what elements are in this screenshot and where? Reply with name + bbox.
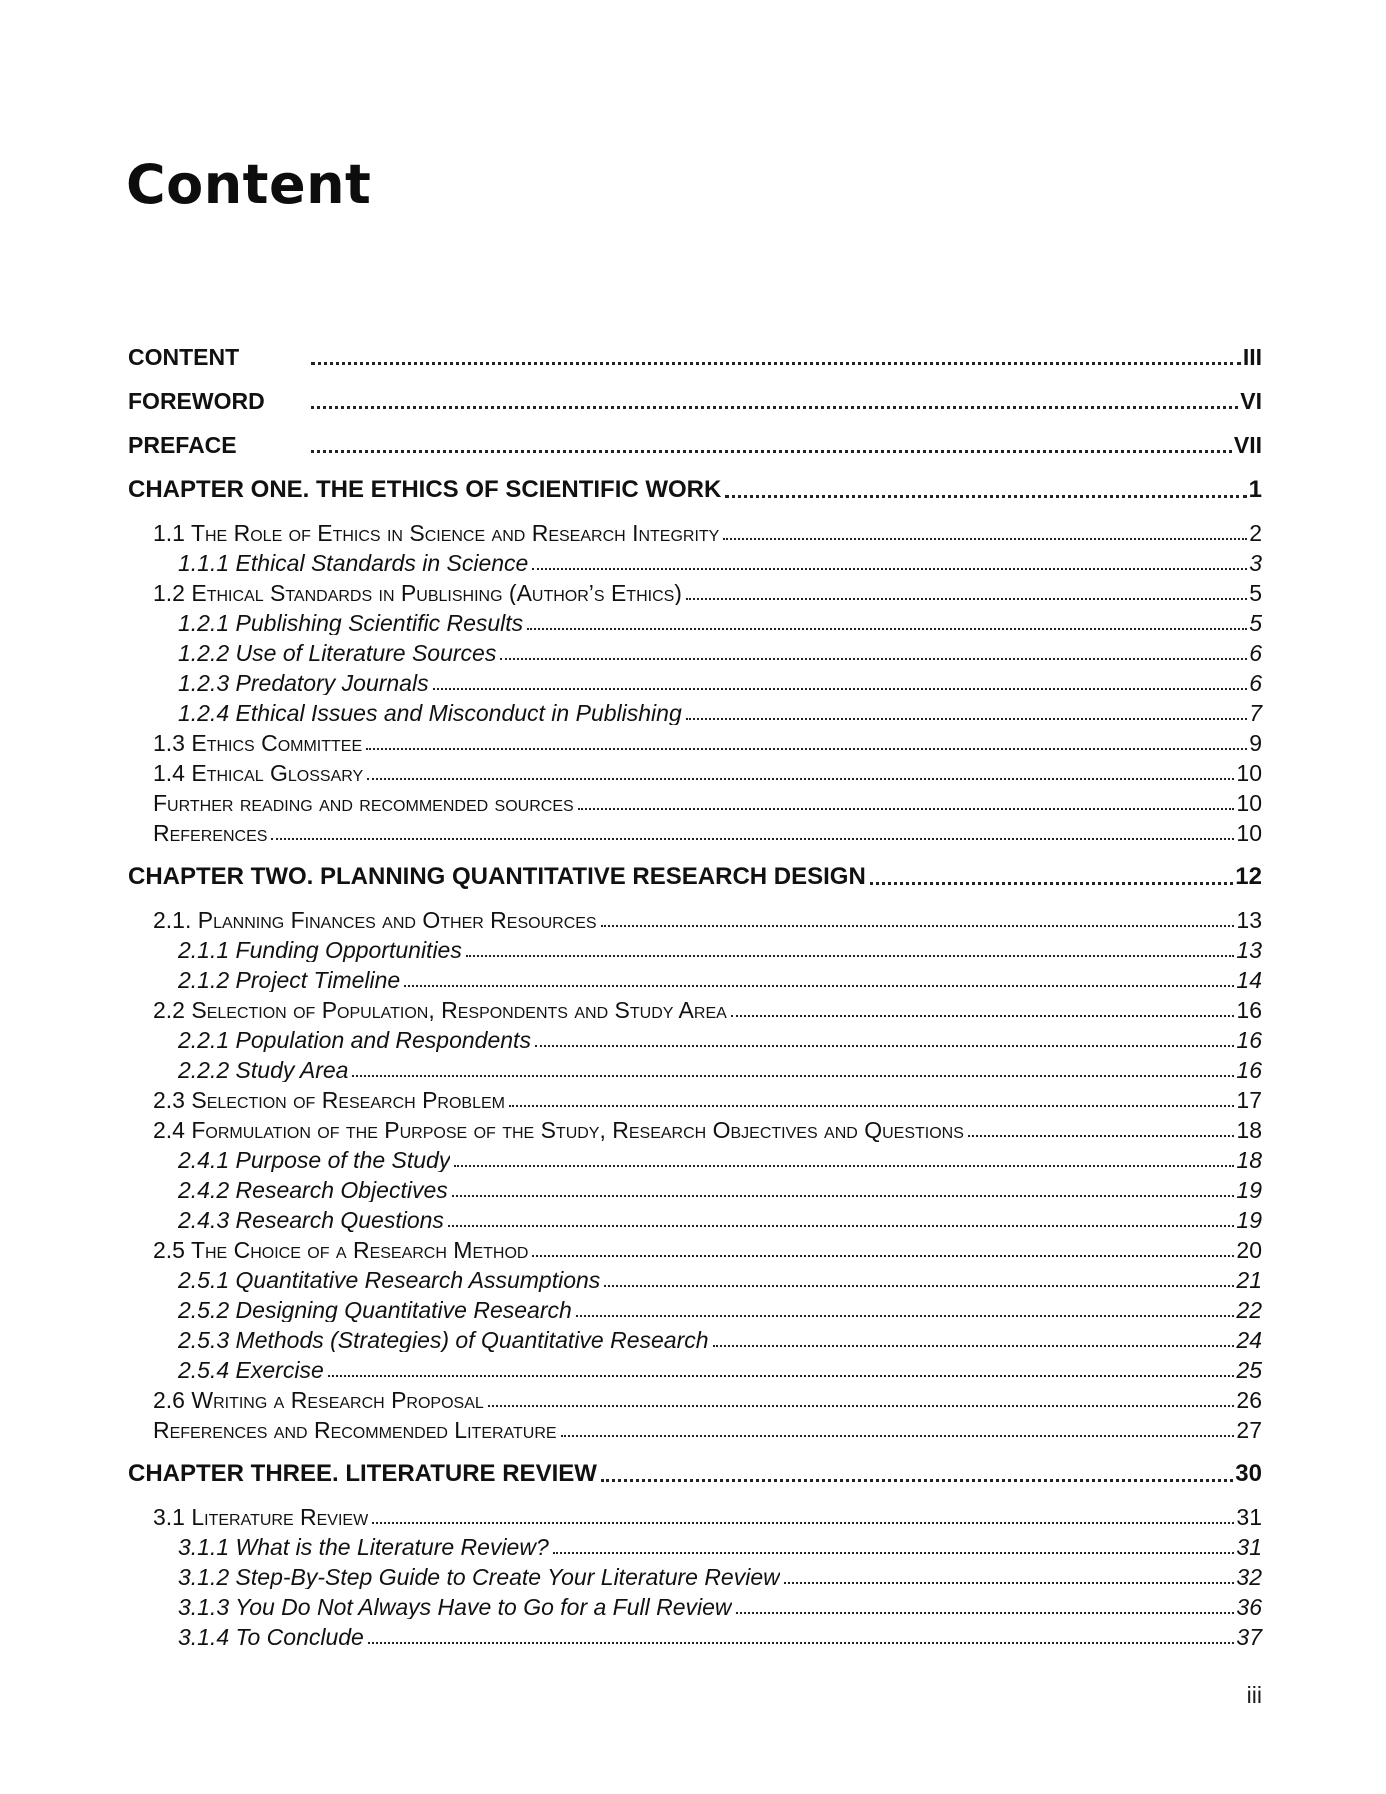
toc-entry-page: 12 bbox=[1235, 863, 1262, 890]
dot-leader bbox=[604, 1285, 1234, 1287]
toc-entry-label: 2.1.1 Funding Opportunities bbox=[178, 939, 462, 962]
dot-leader bbox=[725, 495, 1246, 498]
page-number: iii bbox=[1246, 1682, 1262, 1708]
toc-entry-label: 2.4.1 Purpose of the Study bbox=[178, 1149, 451, 1172]
toc-entry-page: 6 bbox=[1249, 640, 1262, 666]
dot-leader bbox=[367, 778, 1234, 780]
toc-entry-label: 1.2.4 Ethical Issues and Misconduct in Publishing bbox=[178, 702, 682, 725]
toc-entry-page: 30 bbox=[1235, 1460, 1262, 1487]
dot-leader bbox=[404, 985, 1234, 987]
dot-leader bbox=[433, 688, 1248, 690]
dot-leader bbox=[870, 882, 1234, 885]
toc-entry-front[interactable] bbox=[128, 384, 1262, 428]
toc-entry-page: 5 bbox=[1249, 610, 1262, 636]
toc-entry-h3[interactable] bbox=[128, 1559, 1262, 1589]
toc-entry-page: 19 bbox=[1236, 1177, 1262, 1203]
toc-entry-h2[interactable] bbox=[128, 815, 1262, 845]
toc-entry-h3[interactable] bbox=[128, 1172, 1262, 1202]
dot-leader bbox=[500, 658, 1247, 660]
toc-entry-page: 36 bbox=[1236, 1594, 1262, 1620]
toc-entry-label: 1.3 Ethics Committee bbox=[153, 732, 363, 755]
toc-entry-page: VII bbox=[1233, 432, 1262, 458]
toc-entry-h3[interactable] bbox=[128, 1022, 1262, 1052]
toc-entry-page: 5 bbox=[1249, 580, 1262, 606]
toc-entry-page: 13 bbox=[1236, 907, 1262, 933]
dot-leader bbox=[601, 1479, 1233, 1482]
toc-entry-label: 3.1.2 Step-By-Step Guide to Create Your Literature Review bbox=[178, 1566, 780, 1589]
toc-entry-page: 17 bbox=[1236, 1087, 1262, 1113]
dot-leader bbox=[448, 1225, 1234, 1227]
toc-entry-h3[interactable] bbox=[128, 635, 1262, 665]
toc-entry-page: 7 bbox=[1249, 700, 1262, 726]
toc-entry-label: 2.1. Planning Finances and Other Resources bbox=[153, 909, 597, 932]
toc-entry-h3[interactable] bbox=[128, 1052, 1262, 1082]
dot-leader bbox=[532, 1255, 1234, 1257]
toc-entry-page: 10 bbox=[1236, 790, 1262, 816]
toc-entry-page: 16 bbox=[1236, 997, 1262, 1023]
toc-entry-h2[interactable] bbox=[128, 755, 1262, 785]
toc-entry-label: FOREWORD bbox=[128, 390, 265, 413]
toc-entry-label: References bbox=[153, 822, 268, 845]
dot-leader bbox=[576, 1315, 1235, 1317]
dot-leader bbox=[352, 1075, 1234, 1077]
dot-leader bbox=[553, 1552, 1235, 1554]
toc-entry-label: 1.2.1 Publishing Scientific Results bbox=[178, 612, 524, 635]
toc-entry-page: 25 bbox=[1236, 1357, 1262, 1383]
toc-entry-label: 1.2 Ethical Standards in Publishing (Author’s Ethics) bbox=[153, 582, 682, 605]
toc-entry-label: 2.2 Selection of Population, Respondents and Study Area bbox=[153, 999, 727, 1022]
dot-leader bbox=[311, 406, 1238, 409]
toc-entry-page: III bbox=[1242, 344, 1262, 370]
toc-entry-h3[interactable] bbox=[128, 665, 1262, 695]
toc-entry-label: 2.4.2 Research Objectives bbox=[178, 1179, 448, 1202]
toc-entry-h3[interactable] bbox=[128, 1619, 1262, 1649]
toc-entry-h3[interactable] bbox=[128, 695, 1262, 725]
toc-entry-page: 18 bbox=[1236, 1147, 1262, 1173]
dot-leader bbox=[328, 1375, 1235, 1377]
toc-entry-page: 26 bbox=[1236, 1387, 1262, 1413]
toc-entry-front[interactable] bbox=[128, 340, 1262, 384]
toc-entry-label: 2.6 Writing a Research Proposal bbox=[153, 1389, 484, 1412]
dot-leader bbox=[713, 1345, 1235, 1347]
toc-entry-h3[interactable] bbox=[128, 962, 1262, 992]
toc-entry-label: 2.5.2 Designing Quantitative Research bbox=[178, 1299, 572, 1322]
toc-entry-chapter[interactable] bbox=[128, 859, 1262, 889]
toc-entry-h3[interactable] bbox=[128, 1529, 1262, 1559]
toc-entry-label: 1.2.3 Predatory Journals bbox=[178, 672, 429, 695]
dot-leader bbox=[509, 1105, 1234, 1107]
toc-entry-h3[interactable] bbox=[128, 1142, 1262, 1172]
toc-entry-page: VI bbox=[1240, 388, 1262, 414]
dot-leader bbox=[311, 362, 1241, 365]
dot-leader bbox=[271, 838, 1234, 840]
toc-entry-label: 2.5.1 Quantitative Research Assumptions bbox=[178, 1269, 601, 1292]
dot-leader bbox=[366, 748, 1247, 750]
toc-entry-label: References and Recommended Literature bbox=[153, 1419, 557, 1442]
toc-entry-page: 18 bbox=[1236, 1117, 1262, 1143]
toc-entry-h2[interactable] bbox=[128, 1412, 1262, 1442]
toc-entry-label: CHAPTER TWO. PLANNING QUANTITATIVE RESEARCH DESIGN bbox=[128, 865, 866, 889]
toc-entry-label: 2.5.4 Exercise bbox=[178, 1359, 324, 1382]
dot-leader bbox=[454, 1165, 1234, 1167]
toc-entry-h2[interactable] bbox=[128, 1232, 1262, 1262]
toc-entry-page: 10 bbox=[1236, 820, 1262, 846]
toc-entry-label: 2.5 The Choice of a Research Method bbox=[153, 1239, 529, 1262]
toc-entry-h3[interactable] bbox=[128, 1202, 1262, 1232]
toc-entry-h3[interactable] bbox=[128, 1589, 1262, 1619]
dot-leader bbox=[466, 955, 1235, 957]
toc-entry-label: 2.3 Selection of Research Problem bbox=[153, 1089, 505, 1112]
dot-leader bbox=[731, 1015, 1235, 1017]
toc-entry-label: 1.1.1 Ethical Standards in Science bbox=[178, 552, 529, 575]
toc-entry-label: CONTENT bbox=[128, 346, 240, 369]
toc-entry-h3[interactable] bbox=[128, 932, 1262, 962]
dot-leader bbox=[488, 1405, 1235, 1407]
toc-entry-front[interactable] bbox=[128, 428, 1262, 472]
toc-entry-label: 1.4 Ethical Glossary bbox=[153, 762, 364, 785]
toc-entry-h2[interactable] bbox=[128, 1112, 1262, 1142]
dot-leader bbox=[452, 1195, 1235, 1197]
toc-entry-page: 10 bbox=[1236, 760, 1262, 786]
toc-list bbox=[128, 340, 1262, 1649]
toc-entry-page: 16 bbox=[1236, 1057, 1262, 1083]
toc-entry-label: 2.1.2 Project Timeline bbox=[178, 969, 401, 992]
dot-leader bbox=[784, 1582, 1235, 1584]
toc-entry-h2[interactable] bbox=[128, 1499, 1262, 1529]
toc-entry-page: 6 bbox=[1249, 670, 1262, 696]
toc-entry-page: 3 bbox=[1249, 550, 1262, 576]
dot-leader bbox=[968, 1135, 1235, 1137]
toc-entry-h3[interactable] bbox=[128, 605, 1262, 635]
toc-entry-label: 3.1.3 You Do Not Always Have to Go for a Full Review bbox=[178, 1596, 732, 1619]
toc-entry-h2[interactable] bbox=[128, 725, 1262, 755]
toc-entry-h2[interactable] bbox=[128, 575, 1262, 605]
toc-entry-label: 2.5.3 Methods (Strategies) of Quantitative Research bbox=[178, 1329, 709, 1352]
dot-leader bbox=[535, 1045, 1234, 1047]
toc-entry-label: 3.1.1 What is the Literature Review? bbox=[178, 1536, 549, 1559]
toc-entry-label: 3.1.4 To Conclude bbox=[178, 1626, 364, 1649]
toc-entry-page: 9 bbox=[1249, 730, 1262, 756]
toc-entry-page: 14 bbox=[1236, 967, 1262, 993]
page-title: Content bbox=[126, 153, 372, 216]
dot-leader bbox=[368, 1642, 1235, 1644]
dot-leader bbox=[601, 925, 1235, 927]
dot-leader bbox=[578, 808, 1235, 810]
toc-entry-page: 27 bbox=[1236, 1417, 1262, 1443]
toc-entry-h2[interactable] bbox=[128, 515, 1262, 545]
toc-entry-h2[interactable] bbox=[128, 902, 1262, 932]
toc-entry-page: 20 bbox=[1236, 1237, 1262, 1263]
toc-entry-page: 32 bbox=[1236, 1564, 1262, 1590]
toc-entry-page: 13 bbox=[1236, 937, 1262, 963]
toc-entry-h3[interactable] bbox=[128, 1322, 1262, 1352]
dot-leader bbox=[686, 718, 1247, 720]
toc-entry-h3[interactable] bbox=[128, 1262, 1262, 1292]
toc-entry-page: 31 bbox=[1236, 1534, 1262, 1560]
dot-leader bbox=[736, 1612, 1235, 1614]
toc-entry-page: 16 bbox=[1236, 1027, 1262, 1053]
toc-entry-h3[interactable] bbox=[128, 1292, 1262, 1322]
toc-entry-h2[interactable] bbox=[128, 1082, 1262, 1112]
toc-entry-label: 2.4.3 Research Questions bbox=[178, 1209, 444, 1232]
toc-entry-page: 22 bbox=[1236, 1297, 1262, 1323]
toc-entry-label: 2.2.2 Study Area bbox=[178, 1059, 349, 1082]
toc-entry-label: 2.4 Formulation of the Purpose of the Study, Research Objectives and Questions bbox=[153, 1119, 964, 1142]
toc-entry-h2[interactable] bbox=[128, 1382, 1262, 1412]
toc-entry-chapter[interactable] bbox=[128, 472, 1262, 502]
toc-entry-h3[interactable] bbox=[128, 545, 1262, 575]
toc-entry-page: 37 bbox=[1236, 1624, 1262, 1650]
toc-entry-label: CHAPTER THREE. LITERATURE REVIEW bbox=[128, 1462, 597, 1486]
dot-leader bbox=[561, 1435, 1235, 1437]
dot-leader bbox=[311, 450, 1232, 453]
toc-entry-page: 2 bbox=[1249, 520, 1262, 546]
toc-entry-page: 31 bbox=[1236, 1504, 1262, 1530]
toc-entry-label: CHAPTER ONE. THE ETHICS OF SCIENTIFIC WORK bbox=[128, 478, 722, 502]
toc-entry-label: PREFACE bbox=[128, 434, 237, 457]
toc-entry-label: Further reading and recommended sources bbox=[153, 792, 574, 815]
dot-leader bbox=[723, 538, 1247, 540]
toc-entry-page: 21 bbox=[1236, 1267, 1262, 1293]
toc-entry-page: 1 bbox=[1248, 476, 1262, 503]
toc-entry-label: 1.2.2 Use of Literature Sources bbox=[178, 642, 497, 665]
dot-leader bbox=[527, 628, 1247, 630]
toc-entry-page: 24 bbox=[1236, 1327, 1262, 1353]
toc-entry-label: 3.1 Literature Review bbox=[153, 1506, 369, 1529]
toc-entry-chapter[interactable] bbox=[128, 1456, 1262, 1486]
toc-entry-h3[interactable] bbox=[128, 1352, 1262, 1382]
toc-entry-label: 1.1 The Role of Ethics in Science and Research Integrity bbox=[153, 522, 720, 545]
dot-leader bbox=[372, 1522, 1234, 1524]
toc-entry-label: 2.2.1 Population and Respondents bbox=[178, 1029, 531, 1052]
toc-entry-page: 19 bbox=[1236, 1207, 1262, 1233]
dot-leader bbox=[686, 598, 1247, 600]
toc-entry-h2[interactable] bbox=[128, 992, 1262, 1022]
toc-entry-h2[interactable] bbox=[128, 785, 1262, 815]
dot-leader bbox=[532, 568, 1247, 570]
